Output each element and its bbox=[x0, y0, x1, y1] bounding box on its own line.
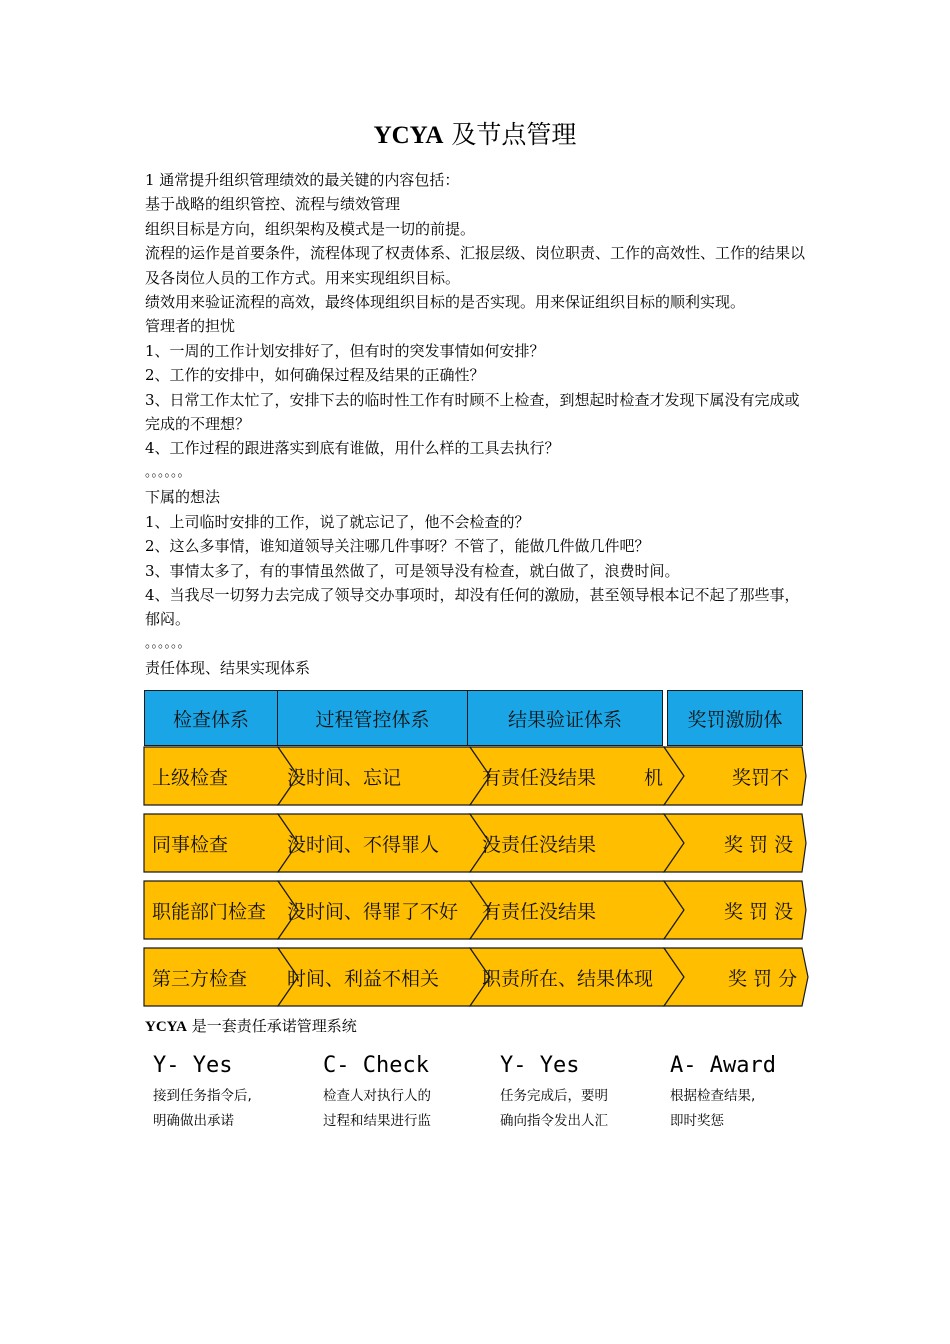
ycya-desc-line: 过程和结果进行监 bbox=[323, 1113, 431, 1129]
list-item: 2、这么多事情，谁知道领导关注哪几件事呀？不管了，能做几件做几件吧？ bbox=[145, 537, 650, 556]
result-cell: 职责所在、结果体现 bbox=[482, 967, 654, 990]
ycya-desc-line: 确向指令发出人汇 bbox=[500, 1113, 608, 1129]
list-item: 1、一周的工作计划安排好了，但有时的突发事情如何安排？ bbox=[145, 341, 545, 360]
list-item: 3、事情太多了，有的事情虽然做了，可是领导没有检查，就白做了，浪费时间。 bbox=[145, 561, 680, 580]
reward-cell: 奖 罚 没 bbox=[724, 900, 794, 923]
ycya-letter: Y- Yes bbox=[153, 1053, 233, 1078]
section-heading: 管理者的担忧 bbox=[145, 317, 236, 336]
ycya-desc-line: 明确做出承诺 bbox=[153, 1113, 234, 1129]
chevron-row-shapes bbox=[144, 747, 810, 805]
paragraph: 绩效用来验证流程的高效，最终体现组织目标的是否实现。用来保证组织目标的顺利实现。 bbox=[145, 293, 746, 312]
list-item: 4、工作过程的跟进落实到底有谁做，用什么样的工具去执行？ bbox=[145, 439, 560, 458]
process-cell: 没时间、不得罪人 bbox=[287, 833, 440, 856]
reward-cell: 奖 罚 分 bbox=[728, 967, 798, 990]
row-label: 上级检查 bbox=[152, 766, 229, 789]
process-cell: 没时间、忘记 bbox=[287, 766, 402, 789]
result-cell: 有责任没结果 bbox=[482, 900, 597, 923]
chevron-row-shapes bbox=[144, 814, 810, 872]
header-reward-incentive: 奖罚激励体 bbox=[667, 690, 803, 746]
subtitle-bold: YCYA bbox=[145, 1019, 187, 1035]
header-result-verification: 结果验证体系 bbox=[467, 690, 663, 746]
ycya-column-y2 bbox=[500, 1052, 608, 1134]
process-cell: 时间、利益不相关 bbox=[287, 967, 440, 990]
page-title bbox=[0, 118, 950, 153]
list-item: 1、上司临时安排的工作，说了就忘记了，他不会检查的？ bbox=[145, 512, 530, 531]
list-item: 2、工作的安排中，如何确保过程及结果的正确性？ bbox=[145, 366, 485, 385]
responsibility-diagram bbox=[144, 690, 810, 1010]
body-text bbox=[145, 168, 810, 681]
header-process-control: 过程管控体系 bbox=[277, 690, 468, 746]
result-cell: 有责任没结果 bbox=[482, 766, 597, 789]
ellipsis: 。。。。。。 bbox=[145, 464, 191, 480]
paragraph: 流程的运作是首要条件，流程体现了权责体系、汇报层级、岗位职责、工作的高效性、工作的结果以及各岗位人员的工作方式。用来实现组织目标。 bbox=[145, 244, 806, 287]
ycya-column-a bbox=[670, 1052, 776, 1134]
ellipsis: 。。。。。。 bbox=[145, 635, 191, 651]
title-bold: YCYA bbox=[373, 122, 444, 149]
subtitle-rest: 是一套责任承诺管理系统 bbox=[186, 1017, 357, 1035]
ycya-letter: C- Check bbox=[323, 1053, 429, 1078]
section-heading: 下属的想法 bbox=[145, 488, 221, 507]
ycya-subtitle bbox=[145, 1016, 357, 1037]
diagram-row bbox=[144, 948, 810, 1006]
ycya-desc-line: 任务完成后，要明 bbox=[500, 1088, 608, 1104]
row-label: 同事检查 bbox=[152, 833, 229, 856]
ycya-letter: Y- Yes bbox=[500, 1053, 580, 1078]
diagram-row bbox=[144, 881, 810, 939]
paragraph: 组织目标是方向，组织架构及模式是一切的前提。 bbox=[145, 219, 476, 238]
ycya-column-y bbox=[153, 1052, 252, 1134]
diagram-row bbox=[144, 814, 810, 872]
paragraph: 1 通常提升组织管理绩效的最关键的内容包括： bbox=[145, 171, 460, 189]
title-rest: 及节点管理 bbox=[443, 120, 577, 149]
ycya-column-c bbox=[323, 1052, 431, 1134]
list-item: 3、日常工作太忙了，安排下去的临时性工作有时顾不上检查，到想起时检查才发现下属没有完成或完成的不理想？ bbox=[145, 390, 800, 434]
ycya-letter: A- Award bbox=[670, 1053, 776, 1078]
section-heading: 责任体现、结果实现体系 bbox=[145, 659, 311, 678]
ycya-desc-line: 接到任务指令后, bbox=[153, 1088, 252, 1104]
header-check-system: 检查体系 bbox=[144, 690, 278, 746]
reward-cell: 奖 罚 没 bbox=[724, 833, 794, 856]
reward-cell: 奖罚不 bbox=[732, 766, 790, 789]
result-cell-extra: 机 bbox=[644, 766, 664, 789]
list-item: 4、当我尽一切努力去完成了领导交办事项时，却没有任何的激励，甚至领导根本记不起了那些事，郁闷。 bbox=[145, 585, 800, 629]
process-cell: 没时间、得罪了不好 bbox=[287, 900, 459, 923]
ycya-desc-line: 根据检查结果, bbox=[670, 1088, 756, 1104]
paragraph: 基于战略的组织管控、流程与绩效管理 bbox=[145, 195, 401, 214]
result-cell: 没责任没结果 bbox=[482, 833, 597, 856]
diagram-row bbox=[144, 747, 810, 805]
ycya-desc-line: 即时奖惩 bbox=[670, 1113, 724, 1129]
ycya-desc-line: 检查人对执行人的 bbox=[323, 1088, 431, 1104]
row-label: 第三方检查 bbox=[152, 967, 248, 990]
row-label: 职能部门检查 bbox=[152, 900, 267, 923]
